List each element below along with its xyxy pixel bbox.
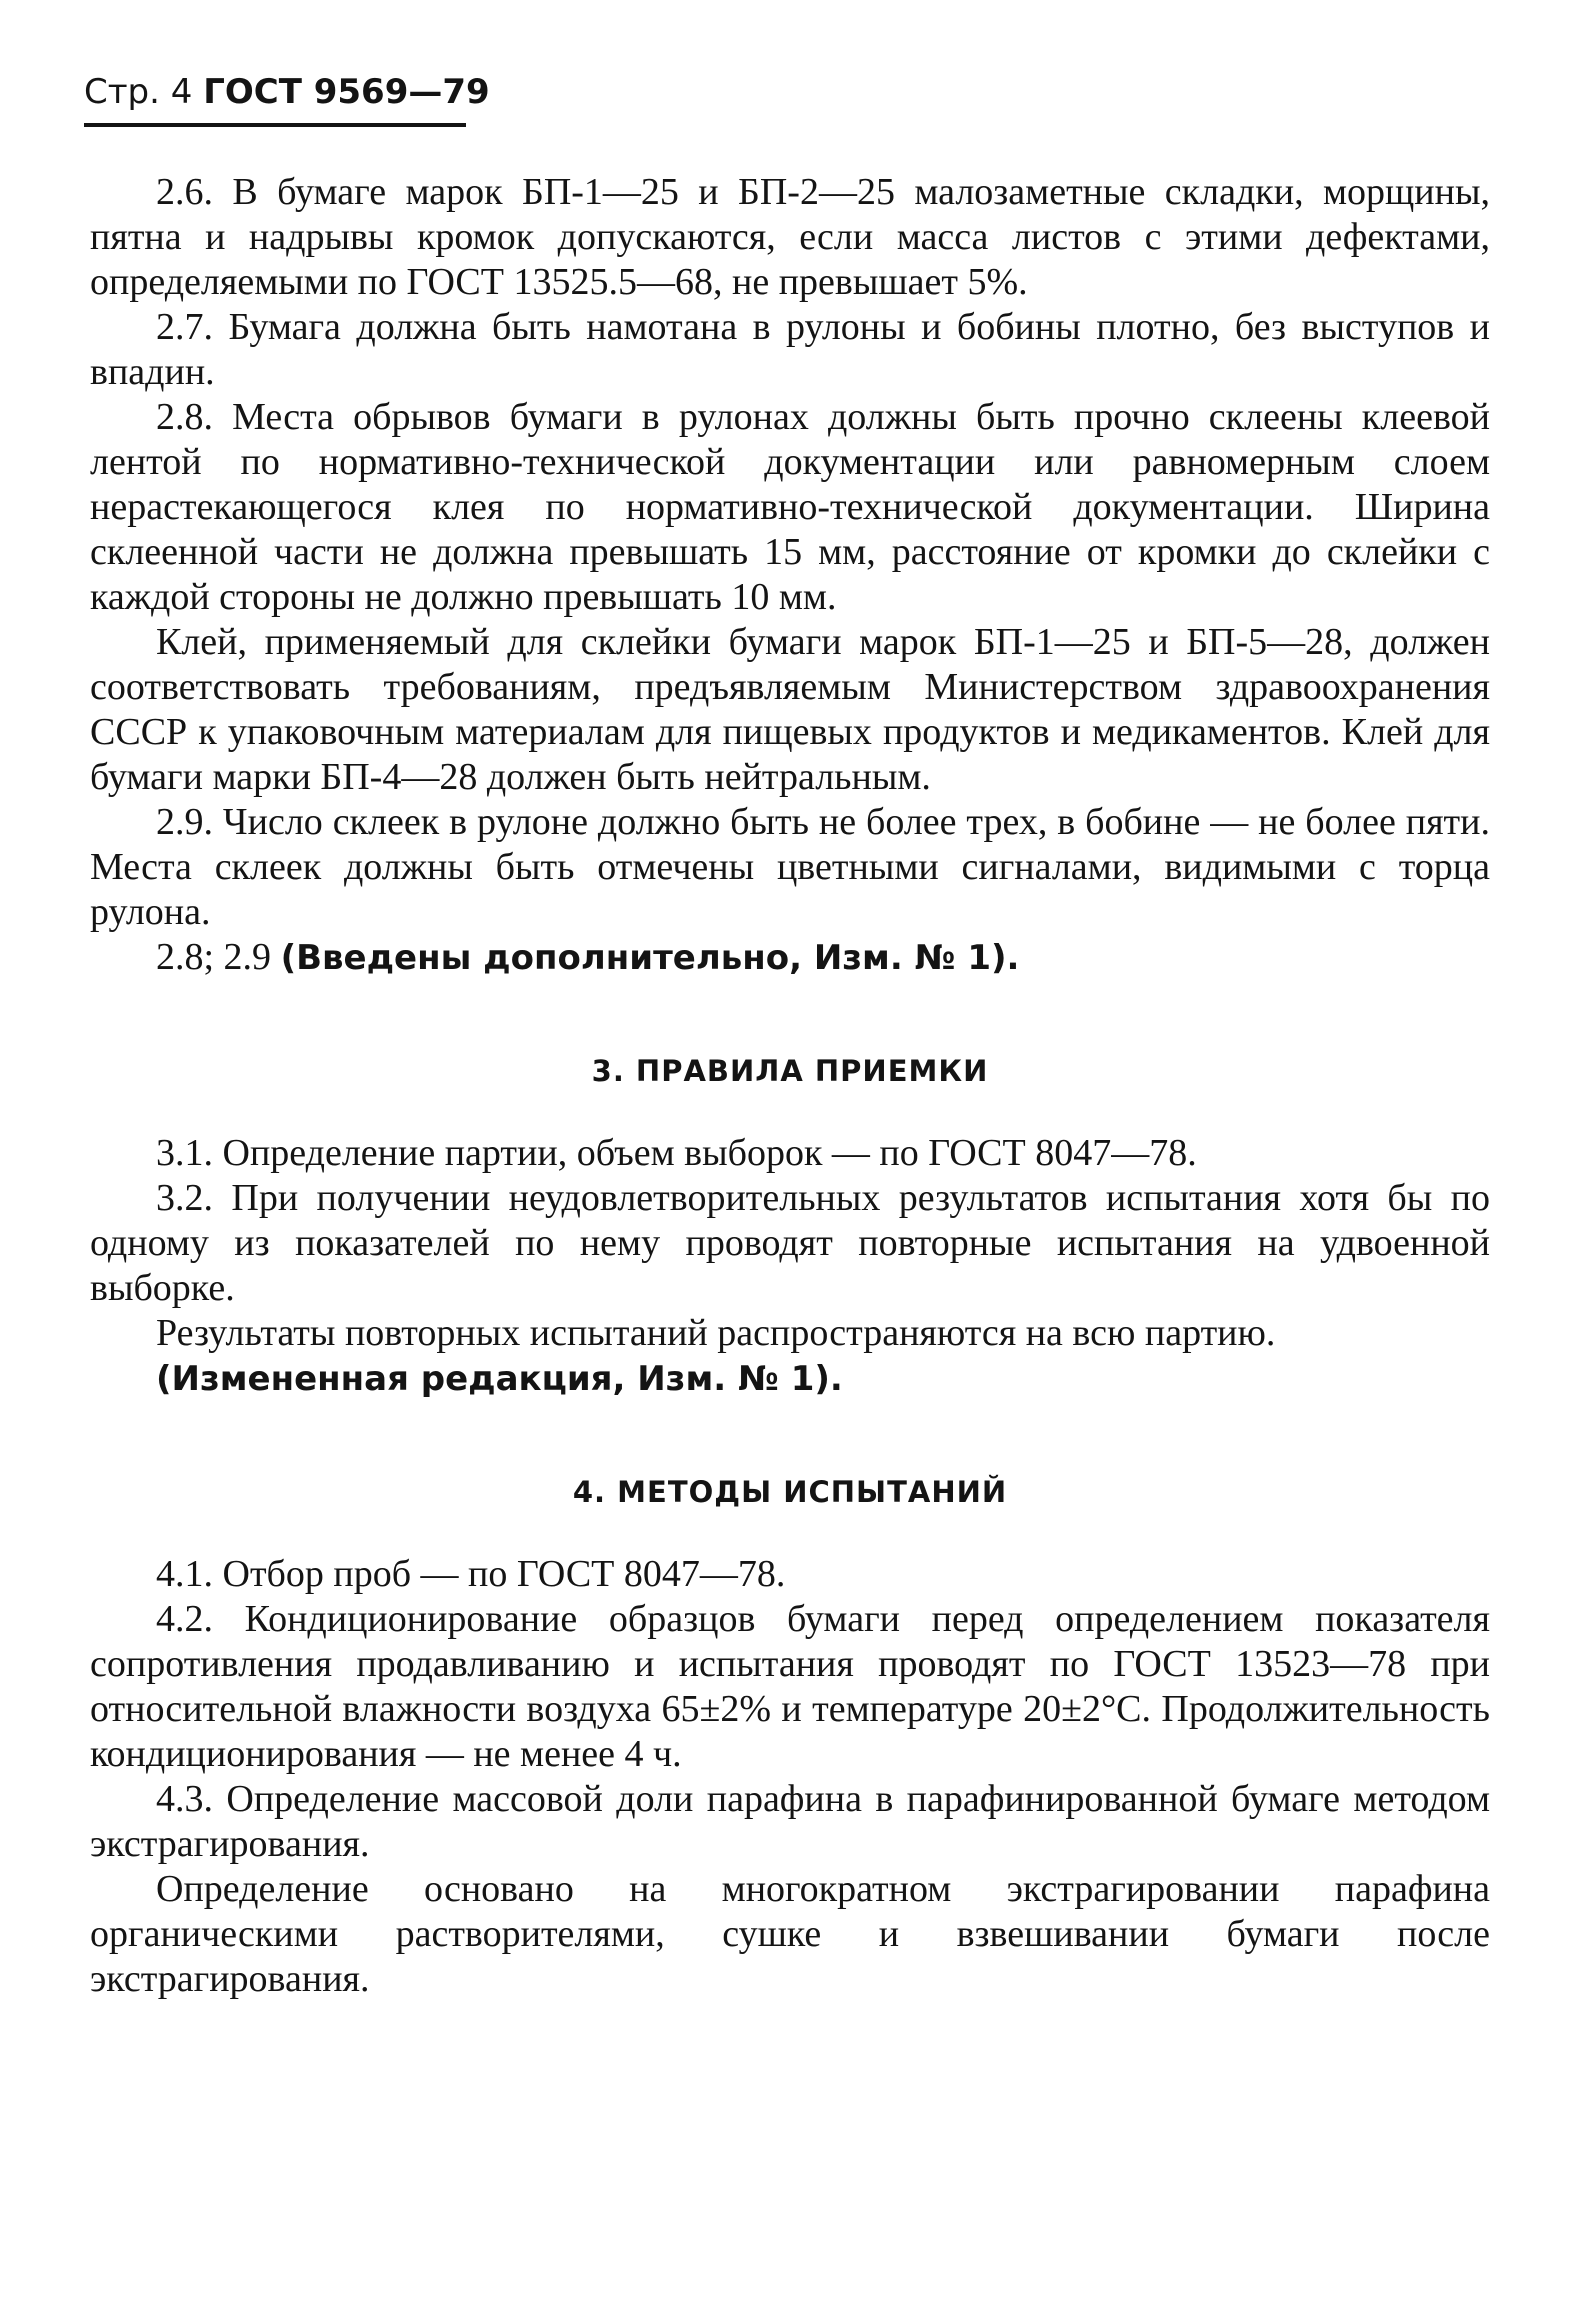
document-body [90,170,1490,2002]
clause-4-2: 4.2. Кондиционирование образцов бумаги перед определением показателя сопротивления продавливанию и испытания проводят по ГОСТ 13523—78 при относительной влажности воздуха 65±2% и температуре 20±2°С. Продолжительность кондиционирования — не менее 4 ч. [90,1598,1490,1775]
amendment-note-2 [90,935,1490,981]
clause-4-3-basis: Определение основано на многократном экстрагировании парафина органическими растворителями, сушке и взвешивании бумаги после экстрагирования. [90,1868,1490,2000]
amendment-note-3-text: (Измененная редакция, Изм. № 1). [156,1359,843,1399]
amendment-note-3 [90,1356,1490,1402]
header-rule [84,123,466,127]
running-header [84,70,490,114]
clause-2-6: 2.6. В бумаге марок БП-1—25 и БП-2—25 малозаметные складки, морщины, пятна и надрывы кромок допускаются, если масса листов с этими дефектами, определяемыми по ГОСТ 13525.5—68, не превышает 5%. [90,171,1490,303]
clause-2-8-glue-paragraph: Клей, применяемый для склейки бумаги марок БП-1—25 и БП-5—28, должен соответствовать требованиям, предъявляемым Министерством здравоохранения СССР к упаковочным материалам для пищевых продуктов и медикаментов. Клей для бумаги марки БП-4—28 должен быть нейтральным. [90,621,1490,798]
amendment-note-2-ref: 2.8; 2.9 [156,936,272,978]
section-3-title: 3. ПРАВИЛА ПРИЕМКИ [591,1054,989,1088]
clause-3-1: 3.1. Определение партии, объем выборок — по ГОСТ 8047—78. [156,1132,1197,1174]
clause-2-7: 2.7. Бумага должна быть намотана в рулоны и бобины плотно, без выступов и впадин. [90,306,1490,393]
page-number-label: Стр. 4 [84,72,193,112]
amendment-note-2-text: (Введены дополнительно, Изм. № 1). [280,938,1020,978]
clause-4-1: 4.1. Отбор проб — по ГОСТ 8047—78. [156,1553,786,1595]
section-4-title: 4. МЕТОДЫ ИСПЫТАНИЙ [572,1475,1008,1509]
clause-2-8: 2.8. Места обрывов бумаги в рулонах должны быть прочно склеены клеевой лентой по нормативно-технической документации или равномерным слоем нерастекающегося клея по нормативно-технической документации. Ширина склеенной части не должна превышать 15 мм, расстояние от кромки до склейки с каждой стороны не должно превышать 10 мм. [90,396,1490,618]
clause-4-3: 4.3. Определение массовой доли парафина в парафинированной бумаге методом экстрагирования. [90,1778,1490,1865]
clause-3-2: 3.2. При получении неудовлетворительных результатов испытания хотя бы по одному из показателей по нему проводят повторные испытания на удвоенной выборке. [90,1177,1490,1309]
clause-2-9: 2.9. Число склеек в рулоне должно быть не более трех, в бобине — не более пяти. Места склеек должны быть отмечены цветными сигналами, видимыми с торца рулона. [90,801,1490,933]
standard-designation: ГОСТ 9569—79 [203,72,490,112]
clause-3-2-results: Результаты повторных испытаний распространяются на всю партию. [156,1312,1276,1354]
